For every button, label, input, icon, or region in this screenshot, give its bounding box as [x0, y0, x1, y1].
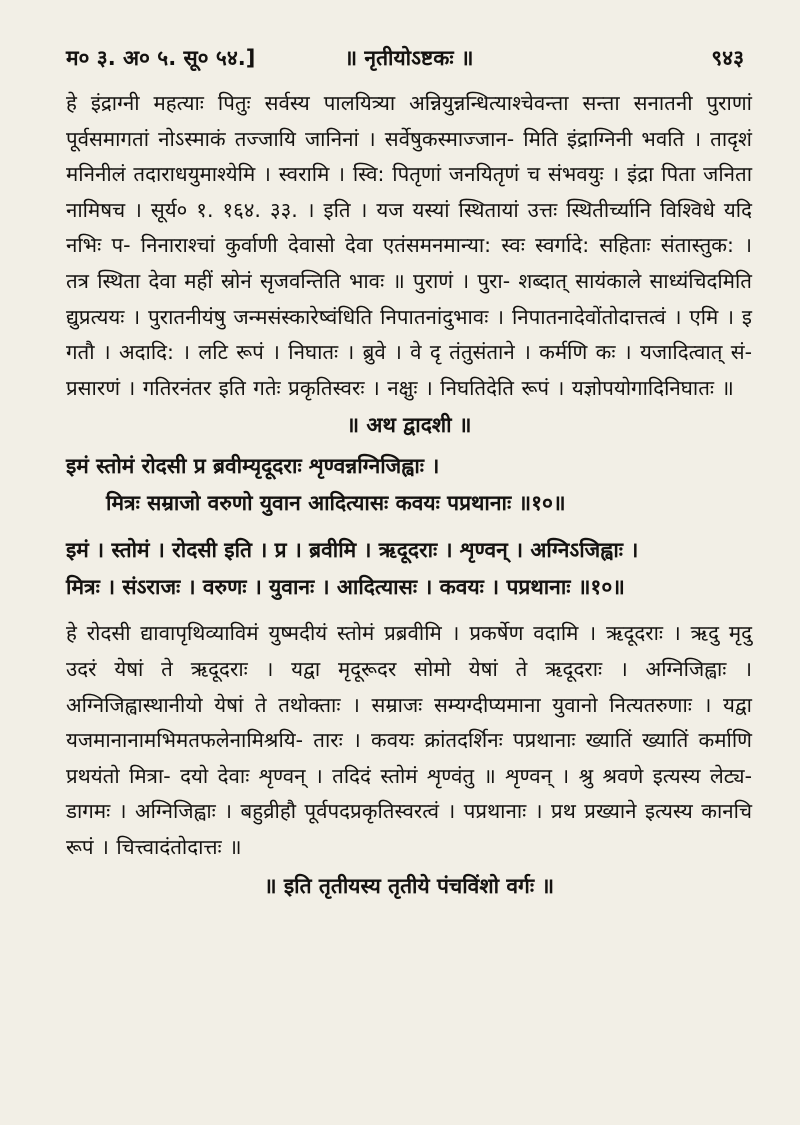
verse-samhita: [66, 448, 752, 522]
verse-pada-line-2: मित्रः । संऽराजः । वरुणः । युवानः । आदित्यासः । कवयः । पप्रथानाः ॥१०॥: [66, 575, 625, 600]
page-number: ९४३: [711, 46, 744, 70]
verse-pada: [66, 532, 752, 606]
closing-colophon: ॥ इति तृतीयस्य तृतीये पंचविंशो वर्गः ॥: [263, 873, 555, 898]
commentary-paragraph-1: हे इंद्राग्नी महत्याः पितुः सर्वस्य पालयित्र्या अन्नियुन्नन्धित्याश्चेवन्ता सन्ता सनातनी पुराणां पूर्वसमागतां नोऽस्माकं तज्जायि जानिनां । सर्वेषुकस्माज्जान- मिति इंद्राग्निनी भवति । तादृशं मनिनीलं तदाराधयुमाश्येमि । स्वरामि । स्वि: पितृणां जनयितृणं च संभवयुः । इंद्रा पिता जनिता नामिषच । सूर्य० १. १६४. ३३. । इति । यज यस्यां स्थितायां उत्तः स्थितीर्च्यानि विश्विधे यदि नभिः प- निनाराश्चां कुर्वाणी देवासो देवा एतंसमनमान्या: स्वः स्वर्गादे: सहिताः संतास्तुक: । तत्र स्थिता देवा महीं स्रोनं सृजवन्तिति भावः ॥ पुराणं । पुरा- शब्दात् सायंकाले साध्यंचिदमिति द्युप्रत्ययः । पुरातनीयंषु जन्मसंस्कारेष्वंधिति निपातनांदुभावः । निपातनादेवोंतोदात्तत्वं । एमि । इ गतौ । अदादि: । लटि रूपं । निघातः । ब्रुवे । वे दृ तंतुसंताने । कर्मणि कः । यजादित्वात् सं- प्रसारणं । गतिरनंतर इति गतेः प्रकृतिस्वरः । नक्षुः । निघतिदेति रूपं । यज्ञोपयोगादिनिघातः ॥: [66, 91, 752, 400]
running-head: [66, 40, 752, 80]
verse-samhita-line-1: इमं स्तोमं रोदसी प्र ब्रवीम्यृदूदराः शृण्वन्नग्निजिह्वाः ।: [66, 454, 440, 479]
section-title: ॥ अथ द्वादशी ॥: [346, 413, 472, 438]
verse-pada-line-1: इमं । स्तोमं । रोदसी इति । प्र । ब्रवीमि । ऋदूदराः । शृण्वन् । अग्निऽजिह्वाः ।: [66, 538, 639, 563]
commentary-paragraph-2: हे रोदसी द्यावापृथिव्याविमं युष्मदीयं स्तोमं प्रब्रवीमि । प्रकर्षेण वदामि । ऋदूदराः । ऋदु मृदु उदरं येषां ते ऋदूदराः । यद्वा मृदूरूदर सोमो येषां ते ऋदूदराः । अग्निजिह्वाः । अग्निजिह्वास्थानीयो येषां ते तथोक्ताः । सम्राजः सम्यग्दीप्यमाना युवानो नित्यतरुणाः । यद्वा यजमानानामभिमतफलेनामिश्रयि- तारः । कवयः क्रांतदर्शिनः पप्रथानाः ख्यातिं ख्यातिं कर्माणि प्रथयंतो मित्रा- दयो देवाः शृण्वन् । तदिदं स्तोमं शृण्वंतु ॥ शृण्वन् । श्रु श्रवणे इत्यस्य लेट्य- डागमः । अग्निजिह्वाः । बहुव्रीहौ पूर्वपदप्रकृतिस्वरत्वं । पप्रथानाः । प्रथ प्रख्याने इत्यस्य कानचि रूपं । चित्त्वादंतोदात्तः ॥: [66, 621, 752, 859]
verse-samhita-line-2: मित्रः सम्राजो वरुणो युवान आदित्यासः कवयः पप्रथानाः ॥१०॥: [106, 491, 566, 516]
chapter-reference: म० ३. अ० ५. सू० ५४.]: [66, 46, 256, 70]
book-title: ॥ नृतीयोऽष्टकः ॥: [344, 46, 474, 70]
